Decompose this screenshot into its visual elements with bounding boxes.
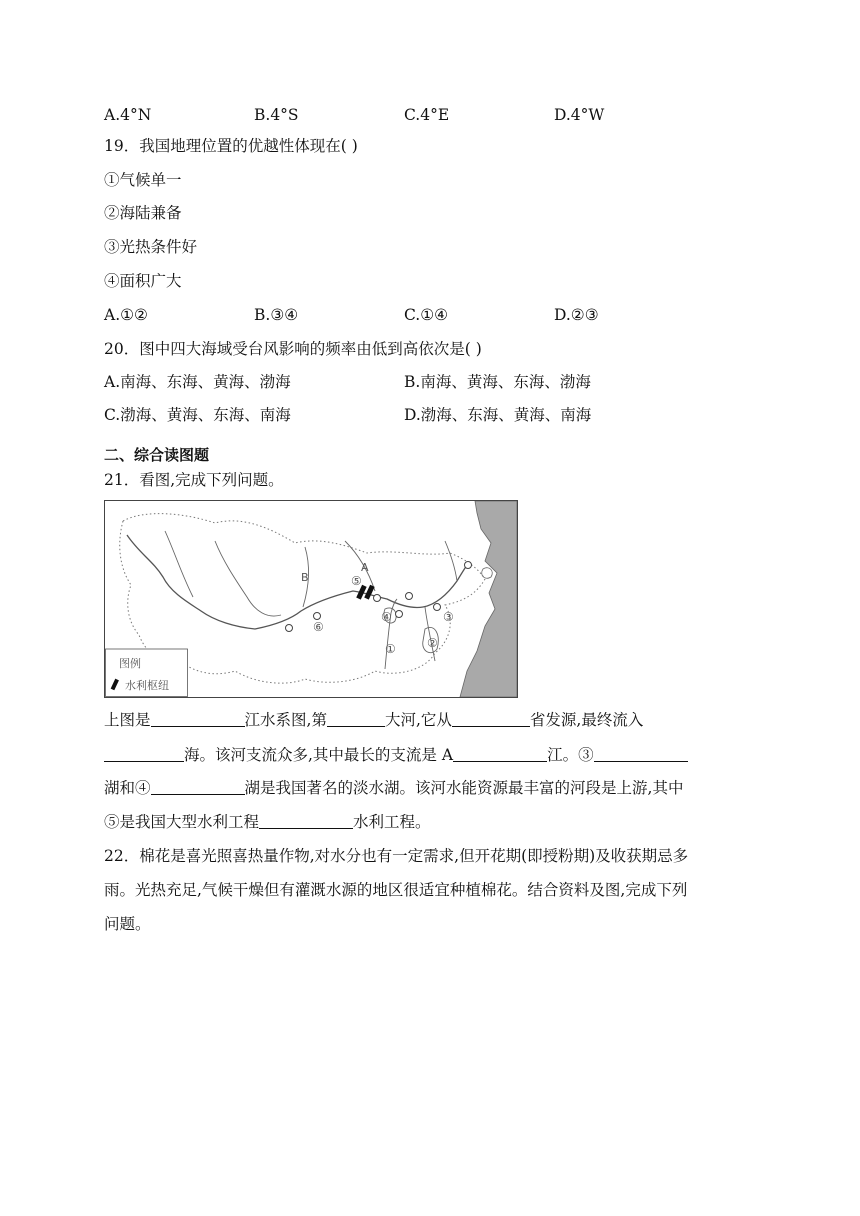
river-system-map: [104, 500, 518, 698]
city-marker-2: [314, 613, 321, 620]
q22-line-1: 22．棉花是喜光照喜热量作物,对水分也有一定需求,但开花期(即授粉期)及收获期忌多: [104, 847, 689, 865]
q21-text-1a: 上图是: [104, 711, 151, 729]
q21-text-3b: 湖是我国著名的淡水湖。该河水能资源最丰富的河段是上游,其中: [244, 779, 684, 797]
section-heading: 二、综合读图题: [104, 446, 210, 464]
q20-stem: 20．图中四大海域受台风影响的频率由低到高依次是( ): [104, 340, 482, 358]
legend-title: 图例: [119, 657, 141, 670]
q19-stem: 19．我国地理位置的优越性体现在( ): [104, 137, 358, 155]
city-marker-5: [406, 593, 413, 600]
q18-option-b: B.4°S: [254, 106, 299, 124]
q22-line-3: 问题。: [104, 915, 151, 933]
city-marker-7: [465, 562, 472, 569]
river-map-svg: [105, 501, 517, 697]
q20-option-d: D.渤海、东海、黄海、南海: [404, 406, 592, 424]
q18-option-a: A.4°N: [104, 106, 152, 124]
q21-text-4b: 水利工程。: [353, 813, 431, 831]
map-label-5: ⑤: [351, 574, 362, 588]
main-river: [127, 535, 467, 629]
answer-blank-river-name[interactable]: [151, 710, 245, 727]
q20-option-a: A.南海、东海、黄海、渤海: [104, 373, 291, 391]
q19-option-b: B.③④: [254, 306, 299, 324]
map-label-6: ⑥: [313, 620, 324, 634]
q19-item-2: ②海陆兼备: [104, 204, 182, 222]
q21-text-line-2: [104, 745, 688, 765]
answer-blank-source-province[interactable]: [452, 710, 530, 727]
tributary-g: [445, 541, 457, 581]
legend-dam-text: 水利枢纽: [125, 679, 169, 692]
q19-option-c: C.①④: [404, 306, 449, 324]
tributary-a: [215, 541, 281, 616]
city-marker-1: [286, 625, 293, 632]
q19-option-a: A.①②: [104, 306, 148, 324]
q19-item-4: ④面积广大: [104, 272, 182, 290]
map-label-2: ②: [427, 636, 438, 650]
q21-text-line-4: [104, 812, 431, 832]
q19-item-1: ①气候单一: [104, 171, 182, 189]
q18-option-c: C.4°E: [404, 106, 450, 124]
q20-option-c: C.渤海、黄海、东海、南海: [104, 406, 291, 424]
answer-blank-tributary[interactable]: [453, 745, 547, 762]
map-label-b: B: [301, 571, 309, 584]
map-label-4: ④: [381, 610, 392, 624]
q19-item-3: ③光热条件好: [104, 238, 198, 256]
sea-area: [460, 501, 517, 697]
q21-text-4a: ⑤是我国大型水利工程: [104, 813, 260, 831]
map-label-3: ③: [443, 610, 454, 624]
city-marker-4: [396, 611, 403, 618]
q21-text-1d: 省发源,最终流入: [529, 711, 644, 729]
q21-text-2b: 江。③: [547, 746, 594, 764]
q20-option-b: B.南海、黄海、东海、渤海: [404, 373, 591, 391]
q21-text-1b: 江水系图,第: [244, 711, 327, 729]
map-label-a: A: [361, 561, 369, 574]
answer-blank-rank[interactable]: [327, 710, 385, 727]
answer-blank-sea[interactable]: [104, 745, 184, 762]
city-marker-3: [374, 595, 381, 602]
answer-blank-lake-3[interactable]: [594, 745, 688, 762]
q21-text-3a: 湖和④: [104, 779, 151, 797]
answer-blank-project[interactable]: [259, 812, 353, 829]
city-marker-6: [434, 604, 441, 611]
q21-text-line-3: [104, 778, 683, 798]
lake-tai: [482, 568, 493, 579]
q21-text-2a: 海。该河支流众多,其中最长的支流是 A: [184, 746, 454, 764]
q21-stem: 21．看图,完成下列问题。: [104, 471, 284, 489]
q21-text-1c: 大河,它从: [384, 711, 452, 729]
map-label-1: ①: [385, 642, 396, 656]
answer-blank-lake-4[interactable]: [151, 778, 245, 795]
q18-option-d: D.4°W: [554, 106, 605, 124]
q22-line-2: 雨。光热充足,气候干燥但有灌溉水源的地区很适宜种植棉花。结合资料及图,完成下列: [104, 881, 688, 899]
q19-option-d: D.②③: [554, 306, 599, 324]
q21-text-line-1: [104, 710, 643, 730]
